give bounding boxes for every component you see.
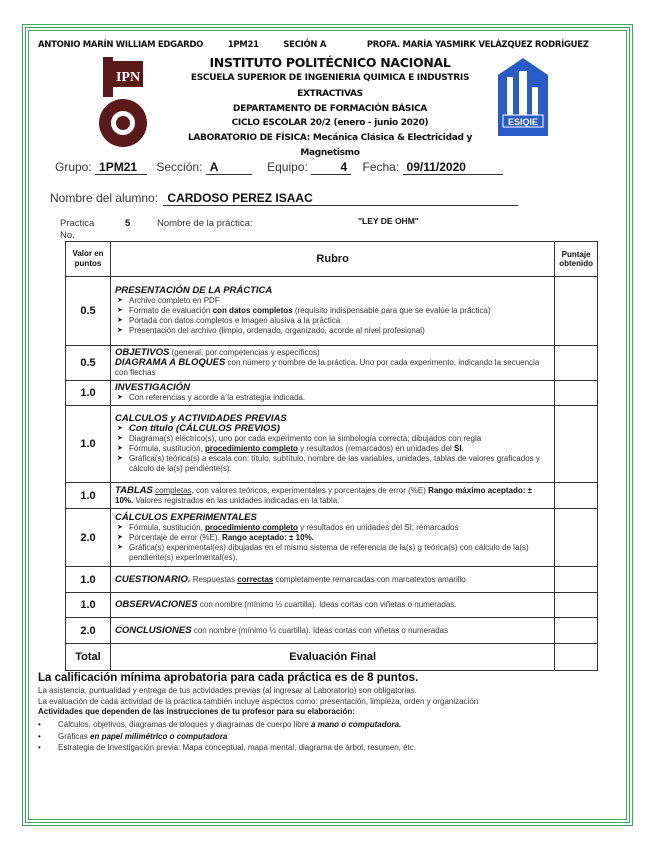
text-segment: con nombre (mínimo ½ cuartilla). Ideas cortas con viñetas o numeradas (191, 625, 449, 635)
ipn-logo (95, 55, 150, 155)
rubric-value: 2.0 (66, 509, 111, 567)
rubric-row (66, 381, 598, 406)
total-label: Total (66, 644, 111, 671)
department: DEPARTAMENTO DE FORMACIÓN BÁSICA (232, 104, 428, 114)
text-segment: Rango máximo aceptado: ± 10%. (115, 485, 533, 505)
fecha-field[interactable]: 09/11/2020 (403, 160, 503, 175)
text-segment: CALCULOS y ACTIVIDADES PREVIAS (115, 413, 287, 424)
min-grade-note: La calificación mínima aprobatoria para cada práctica es de 8 puntos. (38, 672, 419, 684)
activity-bullet (38, 731, 416, 743)
rubric-line (115, 358, 550, 378)
rubric-bullets (115, 424, 550, 474)
text-segment: Rango aceptado: ± 10%. (221, 532, 314, 542)
text-segment: completamente remarcadas con marcatextos amarillo (273, 574, 466, 584)
rubric-table (65, 241, 598, 671)
header-section: SECIÓN A (283, 40, 327, 50)
score-cell[interactable] (555, 567, 598, 593)
header-rubro: Rubro (111, 242, 555, 277)
text-segment: TABLAS (115, 484, 153, 496)
rubric-bullet (115, 316, 550, 326)
lab-line2: Magnetismo (300, 148, 360, 158)
rubric-bullet (115, 434, 550, 444)
rubric-bullet (115, 326, 550, 336)
score-cell[interactable] (555, 593, 598, 618)
text-segment: . (461, 444, 464, 453)
score-cell[interactable] (555, 346, 598, 381)
alumno-row (50, 191, 518, 206)
text-segment: (general, por competencias y específicos) (169, 348, 320, 357)
rubric-bullet (115, 523, 550, 533)
rubric-line (115, 513, 550, 523)
seccion-field[interactable]: A (206, 160, 252, 175)
rubric-line (115, 626, 550, 636)
rubric-description (111, 509, 555, 567)
text-segment: Cálculos, objetivos, diagramas de bloques y diagramas de cuerpo libre (58, 720, 312, 729)
grupo-label: Grupo: (55, 160, 92, 174)
grupo-field[interactable]: 1PM21 (95, 160, 147, 175)
school-line1: ESCUELA SUPERIOR DE INGENIERIA QUIMICA E INDUSTRIS (190, 73, 470, 83)
rubric-description (111, 618, 555, 644)
school-line2: EXTRACTIVAS (297, 89, 363, 99)
score-cell[interactable] (555, 381, 598, 406)
rubric-bullet (115, 296, 550, 306)
text-segment: Gráfica(s) experimental(es) dibujadas en el mismo sistema de referencia de la(s) g teórica(s) con cálculo de la(s) pendiente(s) experimental(es). (129, 542, 529, 562)
score-cell[interactable] (555, 406, 598, 483)
activity-bullet (38, 742, 416, 754)
text-segment: Estrategia de Investigación previa: Mapa conceptual, mapa mental, diagrama de árbol, resumen, étc. (58, 743, 416, 752)
total-score-cell[interactable] (555, 644, 598, 671)
rubric-value: 1.0 (66, 381, 111, 406)
svg-text:ESIQIE: ESIQIE (507, 117, 539, 127)
text-segment: y resultados (remarcados) en unidades del (297, 444, 455, 453)
header-group: 1PM21 (227, 40, 259, 50)
practica-number: 5 (125, 218, 131, 229)
rubric-value: 0.5 (66, 277, 111, 346)
header-puntaje: Puntaje obtenido (555, 242, 598, 277)
rubric-description (111, 277, 555, 346)
rubric-line (115, 383, 550, 393)
text-segment: Gráfica(s) teórica(s) a escala con: título, subtítulo, nombre de las variables, unidades, tablas de valores graficados y cálculo de la(s) pendiente(s). (129, 454, 540, 473)
rubric-bullet (115, 454, 550, 474)
rubric-value: 1.0 (66, 567, 111, 593)
equipo-field[interactable]: 4 (311, 160, 351, 175)
text-segment: CONCLUSIONES (115, 624, 192, 636)
bullet-icon: • (38, 743, 41, 752)
text-segment: Porcentaje de error (%E). (129, 532, 222, 542)
text-segment: Diagrama(s) eléctrico(s), uno por cada experimento con la simbología correcta; dibujados con regla (129, 434, 482, 443)
activities-title: Actividades que dependen de las instrucciones de tu profesor para su elaboración: (38, 707, 355, 716)
rubric-value: 2.0 (66, 618, 111, 644)
text-segment: Formato de evaluación (129, 306, 213, 315)
text-segment: Fórmula, sustitución, (129, 444, 206, 453)
rubric-bullet (115, 533, 550, 543)
nombre-practica-label: Nombre de la práctica: (157, 218, 253, 229)
form-row (55, 160, 503, 175)
rubric-row (66, 618, 598, 644)
text-segment: PRESENTACIÓN DE LA PRÁCTICA (115, 285, 273, 296)
header-professor: PROFA. MARÍA YASMIRK VELÁZQUEZ RODRÍGUEZ (366, 40, 589, 50)
rubric-description (111, 406, 555, 483)
practica-label: Practica No. (60, 218, 95, 241)
text-segment: procedimiento completo (205, 522, 298, 532)
text-segment: procedimiento completo (205, 444, 298, 453)
activities-title-text: Actividades que dependen de las instrucciones de tu profesor para su elaboración (38, 707, 353, 716)
rubric-description (111, 593, 555, 618)
rubric-row (66, 593, 598, 618)
rubric-description (111, 381, 555, 406)
text-segment: DIAGRAMA A BLOQUES (115, 357, 226, 368)
text-segment: OBSERVACIONES (115, 599, 198, 610)
text-segment: Fórmula, sustitución, (129, 522, 206, 532)
rubric-row (66, 567, 598, 593)
rubric-bullet (115, 444, 550, 454)
text-segment: Portada con datos completos e imagen alusiva a la práctica (129, 316, 341, 325)
rubric-value: 1.0 (66, 483, 111, 509)
rubric-description (111, 567, 555, 593)
alumno-label: Nombre del alumno: (50, 191, 159, 205)
rubric-value: 0.5 (66, 346, 111, 381)
text-segment: Con referencias y acorde a la estrategia indicada. (129, 393, 306, 402)
rubric-line (115, 575, 550, 585)
esiqie-logo (497, 57, 549, 137)
header-valor: Valor en puntos (66, 242, 111, 277)
rubric-bullets (115, 393, 550, 403)
text-segment: con número y nombre de la práctica. Uno por cada experimento, indicando la secuencia con flechas (115, 358, 540, 377)
activity-bullet (38, 719, 416, 731)
nombre-practica: "LEY DE OHM" (358, 216, 419, 226)
svg-text:IPN: IPN (115, 70, 141, 85)
bullet-icon: • (38, 720, 41, 729)
text-segment: CUESTIONARIO. (115, 573, 191, 585)
text-segment: en papel milimétrico o computadora (90, 731, 228, 741)
text-segment: Valores registrados en las unidades indicadas en la tabla. (133, 495, 340, 505)
text-segment: SI (454, 444, 462, 453)
text-segment: a mano o computadora. (311, 720, 402, 729)
rubric-value: 1.0 (66, 593, 111, 618)
score-cell[interactable] (555, 509, 598, 567)
rubric-row (66, 509, 598, 567)
rubric-bullet (115, 543, 550, 563)
final-evaluation-label: Evaluación Final (111, 644, 555, 671)
evaluation-note: La evaluación de cada actividad de la práctica también incluye aspectos como: presentación, limpieza, orden y organización (38, 697, 479, 706)
score-cell[interactable] (555, 483, 598, 509)
text-segment: INVESTIGACIÓN (115, 382, 190, 393)
text-segment: OBJETIVOS (115, 347, 170, 358)
score-cell[interactable] (555, 618, 598, 644)
rubric-description (111, 483, 555, 509)
rubric-description (111, 346, 555, 381)
text-segment: (requisito indispensable para que se evalúe la práctica) (292, 306, 491, 315)
score-cell[interactable] (555, 277, 598, 346)
text-segment: Presentación del archivo (limpio, ordenado, organizado, acorde al nivel profesional) (129, 326, 425, 335)
text-segment: completas (155, 485, 192, 495)
text-segment: correctas (237, 574, 274, 584)
bullet-icon: • (38, 731, 41, 741)
rubric-row (66, 346, 598, 381)
teacher-name: ANTONIO MARÍN WILLIAM EDGARDO (38, 40, 204, 50)
rubric-line (115, 486, 550, 506)
header-line (38, 40, 589, 50)
text-segment: con datos completos (212, 306, 293, 315)
rubric-bullet (115, 393, 550, 403)
text-segment: Con título (CÁLCULOS PREVIOS) (129, 423, 280, 434)
alumno-field[interactable]: CARDOSO PEREZ ISAAC (163, 191, 518, 206)
text-segment: y resultados en unidades del SI; remarcados (297, 522, 459, 532)
rubric-bullet (115, 306, 550, 316)
text-segment: , con valores teóricos, experimentales y porcentajes de error (%E) (191, 485, 429, 495)
rubric-line (115, 286, 550, 296)
text-segment: CÁLCULOS EXPERIMENTALES (115, 511, 257, 523)
rubric-line (115, 600, 550, 610)
institution-name: INSTITUTO POLITÉCNICO NACIONAL (209, 55, 451, 70)
text-segment: Archivo completo en PDF (129, 296, 220, 305)
lab-line1: LABORATORIO DE FÍSICA: Mecánica Clásica & Electricidad y (187, 133, 473, 143)
seccion-label: Sección: (156, 160, 203, 174)
text-segment: Gráficas (58, 731, 91, 741)
equipo-label: Equipo: (267, 160, 308, 174)
text-segment: Respuestas (190, 574, 238, 584)
rubric-row (66, 277, 598, 346)
text-segment: con nombre (mínimo ½ cuartilla). Ideas cortas con viñetas o numeradas. (197, 600, 457, 609)
rubric-bullets (115, 523, 550, 563)
rubric-value: 1.0 (66, 406, 111, 483)
rubric-row (66, 406, 598, 483)
activities-list (38, 719, 416, 754)
rubric-bullets (115, 296, 550, 336)
rubric-row (66, 483, 598, 509)
attendance-note: La asistencia, puntualidad y entrega de tus actividades previas (al ingresar al Laboratorio) son obligatorias. (38, 686, 417, 695)
fecha-label: Fecha: (362, 160, 400, 174)
rubric-bullet (115, 424, 550, 434)
school-cycle: CICLO ESCOLAR 20/2 (enero - junio 2020) (231, 118, 429, 128)
